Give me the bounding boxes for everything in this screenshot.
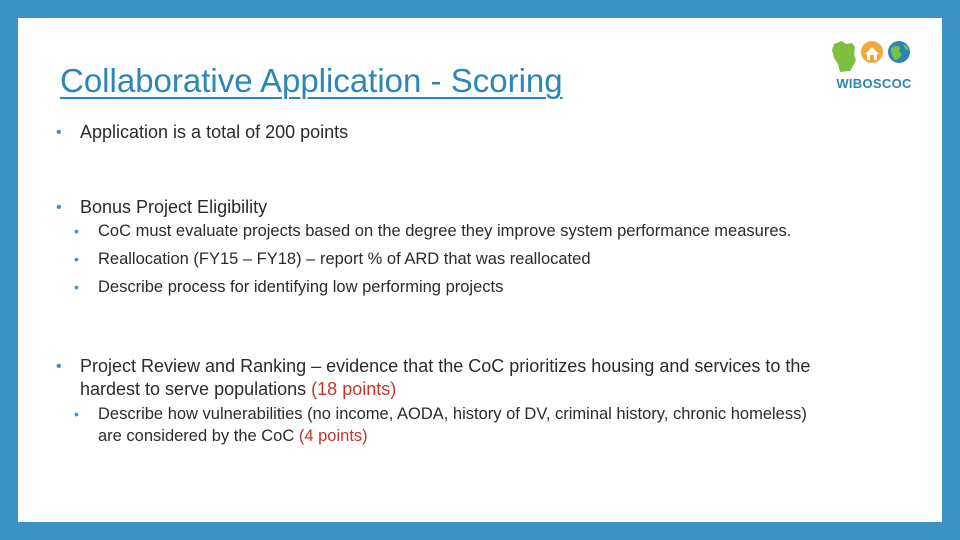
bullet-total-points xyxy=(56,121,349,144)
sub-bullet-dot: • xyxy=(74,223,79,239)
slide-canvas xyxy=(18,18,942,522)
sub-bullet-system-performance xyxy=(74,220,792,242)
bullet-review-ranking xyxy=(56,355,910,401)
sub-bullet-low-performing xyxy=(74,276,504,298)
wiboscoc-logo xyxy=(828,38,920,94)
bullet-dot: • xyxy=(56,199,62,216)
sub-bullet-text: CoC must evaluate projects based on the degree they improve system performance measures. xyxy=(98,222,792,240)
sub-bullet-dot: • xyxy=(74,406,79,422)
sub-bullet-text-line2: are considered by the CoC xyxy=(98,427,295,445)
sub-bullet-text: Describe process for identifying low performing projects xyxy=(98,278,504,296)
sub-bullet-vulnerabilities xyxy=(74,403,918,447)
sub-bullet-dot: • xyxy=(74,279,79,295)
bullet-text: Bonus Project Eligibility xyxy=(80,197,268,217)
points-highlight: (18 points) xyxy=(311,379,397,399)
sub-bullet-dot: • xyxy=(74,251,79,267)
bullet-dot: • xyxy=(56,358,62,375)
bullet-text-line1: Project Review and Ranking – evidence that the CoC prioritizes housing and services to the xyxy=(80,356,811,376)
bullet-text-line2: hardest to serve populations xyxy=(80,379,307,399)
points-highlight: (4 points) xyxy=(298,427,368,445)
bullet-text: Application is a total of 200 points xyxy=(80,122,349,142)
sub-bullet-reallocation xyxy=(74,248,591,270)
sub-bullet-text: Reallocation (FY15 – FY18) – report % of ARD that was reallocated xyxy=(98,250,591,268)
sub-bullet-text-line1: Describe how vulnerabilities (no income, AODA, history of DV, criminal history, chronic homeless) xyxy=(98,405,807,423)
wisconsin-house-globe-logo-icon xyxy=(828,38,920,76)
logo-wordmark: WIBOSCOC xyxy=(836,76,912,91)
bullet-bonus-eligibility xyxy=(56,196,268,219)
bullet-dot: • xyxy=(56,124,62,141)
slide-title: Collaborative Application - Scoring xyxy=(60,62,563,99)
